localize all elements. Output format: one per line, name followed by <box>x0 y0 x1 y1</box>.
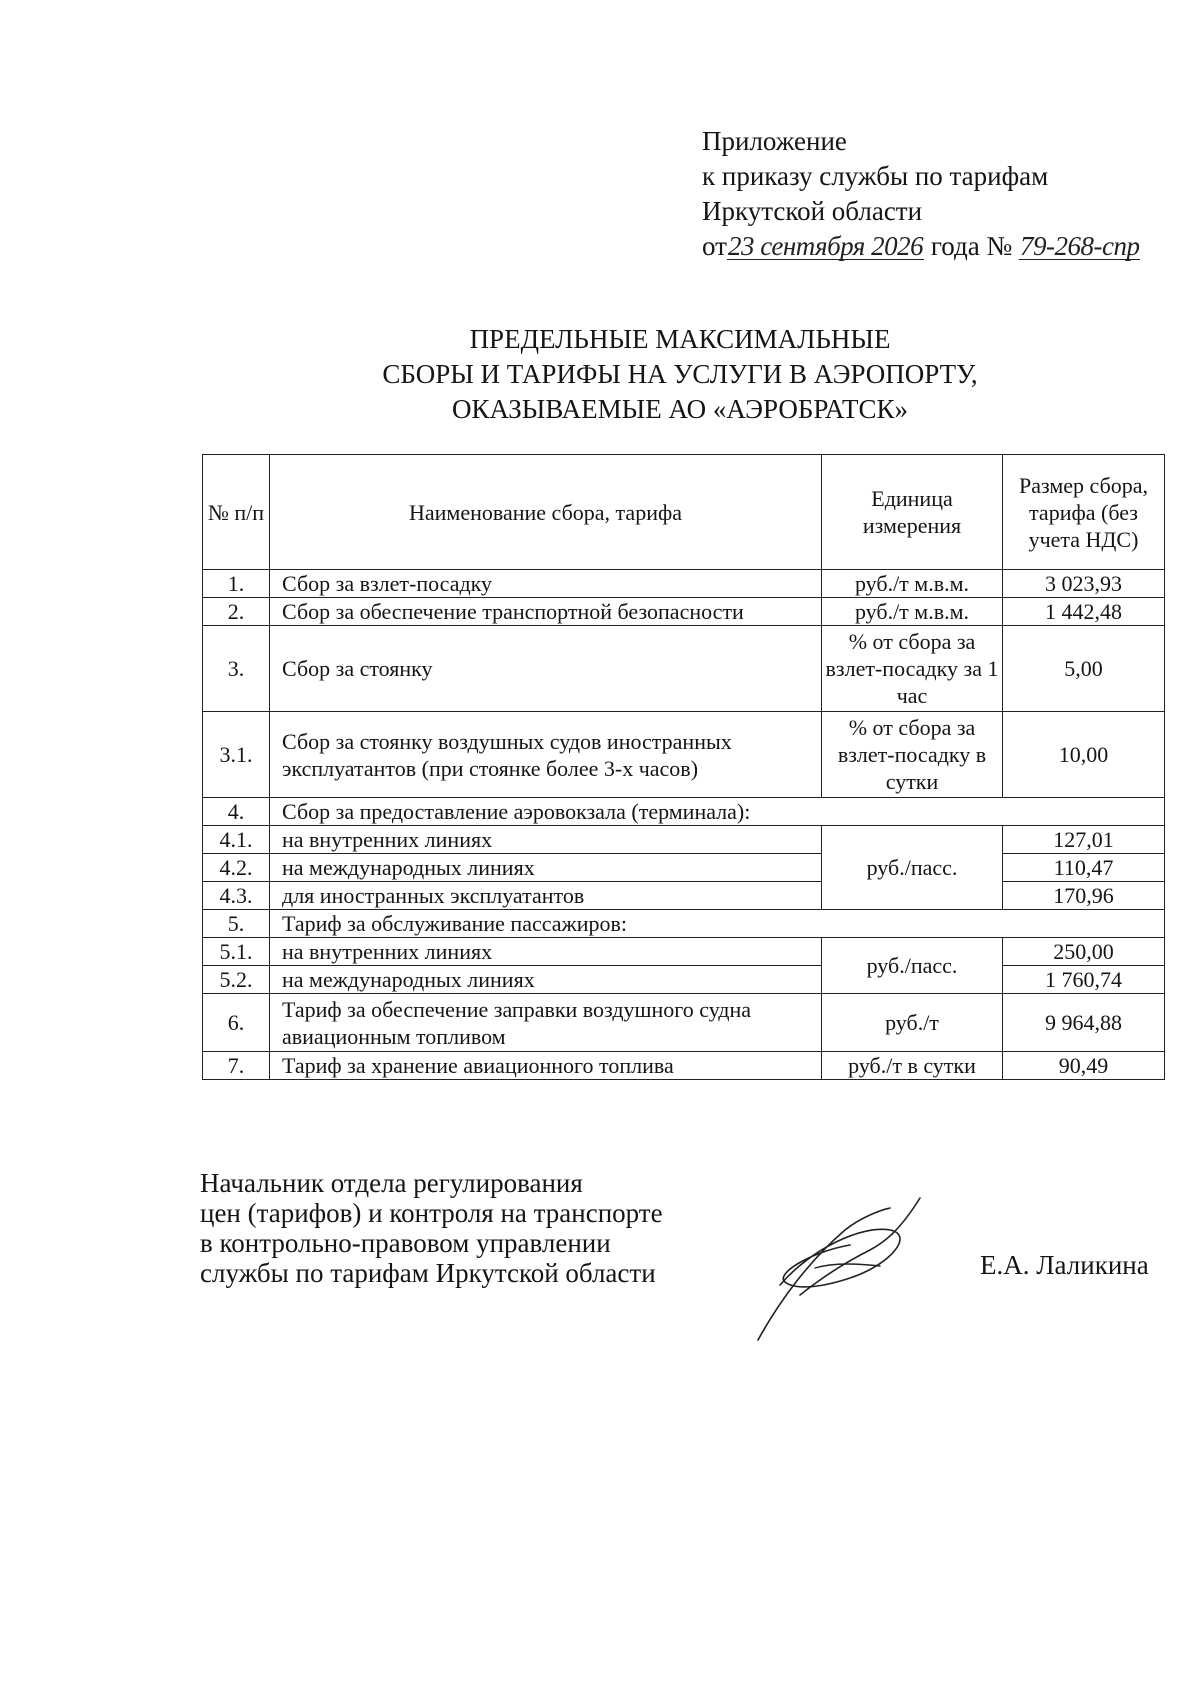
handwritten-date: 23 сентября 2026 <box>727 231 924 261</box>
row-num: 5.1. <box>203 938 270 966</box>
date-prefix: от <box>702 231 727 261</box>
row-name: Сбор за стоянку <box>270 626 822 712</box>
appendix-order-reference: к приказу службы по тарифам <box>702 161 1049 191</box>
row-num: 4.3. <box>203 882 270 910</box>
table-row <box>203 712 1165 798</box>
row-value: 1 442,48 <box>1003 598 1165 626</box>
row-num: 5.2. <box>203 966 270 994</box>
year-word: года № <box>930 231 1013 261</box>
row-name: на внутренних линиях <box>270 938 822 966</box>
handwritten-signature <box>740 1190 940 1350</box>
table-row <box>203 626 1165 712</box>
document-title <box>200 322 1160 427</box>
row-value: 250,00 <box>1003 938 1165 966</box>
row-num: 1. <box>203 570 270 598</box>
row-name: Тариф за хранение авиационного топлива <box>270 1052 822 1080</box>
row-unit: руб./т <box>822 994 1003 1052</box>
row-name: Сбор за обеспечение транспортной безопасности <box>270 598 822 626</box>
appendix-region: Иркутской области <box>702 196 923 226</box>
table-row <box>203 854 1165 882</box>
signer-name: Е.А. Лаликина <box>980 1250 1149 1280</box>
header-num: № п/п <box>203 455 270 570</box>
row-value: 170,96 <box>1003 882 1165 910</box>
header-name: Наименование сбора, тарифа <box>270 455 822 570</box>
row-name: на международных линиях <box>270 854 822 882</box>
row-name: на международных линиях <box>270 966 822 994</box>
title-line-3: ОКАЗЫВАЕМЫЕ АО «АЭРОБРАТСК» <box>451 394 909 424</box>
table-header-row <box>203 455 1165 570</box>
row-num: 3.1. <box>203 712 270 798</box>
row-num: 6. <box>203 994 270 1052</box>
title-line-2: СБОРЫ И ТАРИФЫ НА УСЛУГИ В АЭРОПОРТУ, <box>382 359 978 389</box>
row-value: 1 760,74 <box>1003 966 1165 994</box>
row-num: 3. <box>203 626 270 712</box>
table-row <box>203 910 1165 938</box>
row-name: Сбор за стоянку воздушных судов иностранных эксплуатантов (при стоянке более 3-х часов) <box>270 712 822 798</box>
row-value: 3 023,93 <box>1003 570 1165 598</box>
row-unit: руб./т в сутки <box>822 1052 1003 1080</box>
table-row <box>203 798 1165 826</box>
handwritten-order-number: 79-268-спр <box>1019 231 1140 261</box>
table-row <box>203 882 1165 910</box>
row-name: для иностранных эксплуатантов <box>270 882 822 910</box>
row-value: 9 964,88 <box>1003 994 1165 1052</box>
row-num: 5. <box>203 910 270 938</box>
row-name: Тариф за обеспечение заправки воздушного судна авиационным топливом <box>270 994 822 1052</box>
row-unit: % от сбора за взлет-посадку за 1 час <box>822 626 1003 712</box>
title-line-1: ПРЕДЕЛЬНЫЕ МАКСИМАЛЬНЫЕ <box>469 324 891 354</box>
row-name: на внутренних линиях <box>270 826 822 854</box>
table-row <box>203 1052 1165 1080</box>
row-num: 2. <box>203 598 270 626</box>
table-row <box>203 826 1165 854</box>
tariff-table <box>202 454 1165 1080</box>
row-name: Тариф за обслуживание пассажиров: <box>270 910 1165 938</box>
signoff-position-4: службы по тарифам Иркутской области <box>200 1258 656 1288</box>
table-row <box>203 938 1165 966</box>
table-row <box>203 966 1165 994</box>
row-value: 90,49 <box>1003 1052 1165 1080</box>
signoff-block <box>200 1168 720 1288</box>
row-value: 127,01 <box>1003 826 1165 854</box>
row-name: Сбор за взлет-посадку <box>270 570 822 598</box>
appendix-date-line <box>702 229 1182 264</box>
table-row <box>203 994 1165 1052</box>
row-num: 4. <box>203 798 270 826</box>
signoff-position-3: в контрольно-правовом управлении <box>200 1228 611 1258</box>
row-num: 7. <box>203 1052 270 1080</box>
row-value: 110,47 <box>1003 854 1165 882</box>
row-num: 4.2. <box>203 854 270 882</box>
appendix-header <box>702 124 1182 264</box>
row-unit: руб./пасс. <box>822 938 1003 994</box>
row-value: 10,00 <box>1003 712 1165 798</box>
header-value: Размер сбора, тарифа (без учета НДС) <box>1003 455 1165 570</box>
row-unit: руб./т м.в.м. <box>822 570 1003 598</box>
signoff-position-2: цен (тарифов) и контроля на транспорте <box>200 1198 663 1228</box>
row-num: 4.1. <box>203 826 270 854</box>
table-row <box>203 598 1165 626</box>
signoff-position-1: Начальник отдела регулирования <box>200 1168 583 1198</box>
appendix-label: Приложение <box>702 126 847 156</box>
row-unit: руб./т м.в.м. <box>822 598 1003 626</box>
row-value: 5,00 <box>1003 626 1165 712</box>
row-unit: руб./пасс. <box>822 826 1003 910</box>
table-row <box>203 570 1165 598</box>
header-unit: Единица измерения <box>822 455 1003 570</box>
row-unit: % от сбора за взлет-посадку в сутки <box>822 712 1003 798</box>
row-name: Сбор за предоставление аэровокзала (терминала): <box>270 798 1165 826</box>
